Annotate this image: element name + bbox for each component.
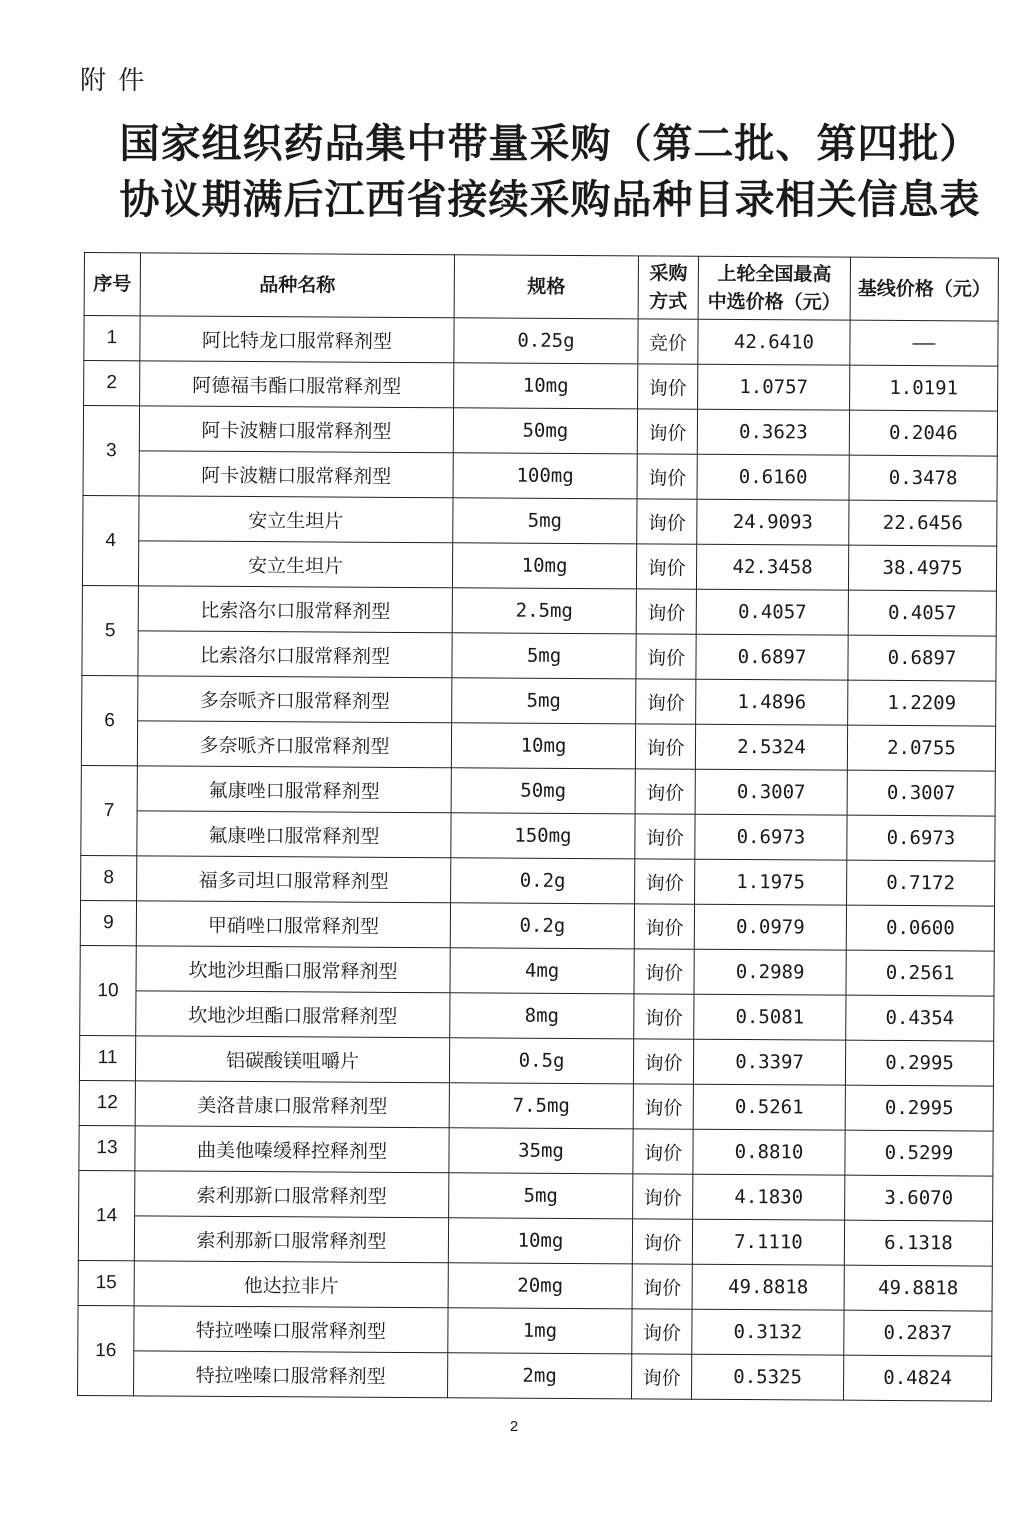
cell-seq: 11 [79,1035,135,1080]
cell-base-price: 0.6897 [848,635,996,681]
table-row [83,406,997,457]
cell-name: 多奈哌齐口服常释剂型 [138,676,452,723]
cell-method: 询价 [632,1354,692,1399]
cell-spec: 10mg [451,723,635,769]
table-row [78,1215,992,1266]
cell-method: 询价 [637,454,697,499]
header-method-line-1: 采购 [649,262,688,285]
cell-seq: 9 [80,900,136,945]
table-row [79,1080,993,1131]
cell-method: 询价 [633,1129,693,1174]
cell-name: 坎地沙坦酯口服常释剂型 [136,946,450,993]
page-number: 2 [509,1418,519,1435]
cell-seq: 6 [81,675,138,765]
cell-spec: 10mg [454,363,638,409]
cell-base-price: 6.1318 [844,1220,992,1266]
header-prev-price-line-1: 上轮全国最高 [717,262,832,286]
cell-spec: 0.25g [454,318,638,364]
cell-prev-price: 0.3007 [695,769,847,815]
cell-name: 铝碳酸镁咀嚼片 [135,1036,449,1083]
cell-seq: 12 [79,1080,135,1125]
cell-name: 福多司坦口服常释剂型 [137,856,451,903]
procurement-table [77,252,999,1402]
cell-prev-price: 7.1110 [692,1219,844,1265]
table-row [78,1305,992,1356]
cell-name: 阿德福韦酯口服常释剂型 [140,361,454,408]
cell-seq: 7 [81,765,138,855]
table-row [79,1125,993,1176]
cell-name: 甲硝唑口服常释剂型 [136,901,450,948]
cell-seq: 15 [78,1260,134,1305]
cell-method: 询价 [636,589,696,634]
attachment-label: 附 件 [80,66,147,96]
cell-method: 询价 [634,949,694,994]
cell-name: 氟康唑口服常释剂型 [137,811,451,858]
cell-method: 询价 [638,364,698,409]
cell-prev-price: 0.3623 [697,409,849,455]
cell-base-price: 0.4057 [848,590,996,636]
cell-spec: 10mg [448,1218,632,1264]
header-prev-price [698,256,850,320]
cell-base-price: 49.8818 [844,1265,992,1311]
table-row [78,1350,992,1401]
cell-method: 询价 [633,1084,693,1129]
table-row [82,585,996,636]
cell-base-price: 0.2561 [846,950,994,996]
cell-method: 询价 [636,634,696,679]
cell-name: 比索洛尔口服常释剂型 [138,631,452,678]
cell-prev-price: 0.5325 [692,1354,844,1400]
cell-spec: 35mg [449,1128,633,1174]
cell-method: 询价 [632,1264,692,1309]
table-row [78,1260,992,1311]
cell-spec: 0.2g [450,903,634,949]
cell-spec: 5mg [452,633,636,679]
table-row [80,900,994,951]
cell-name: 安立生坦片 [139,496,453,543]
cell-spec: 5mg [452,678,636,724]
cell-base-price: 0.3478 [849,455,997,501]
cell-prev-price: 0.5261 [693,1084,845,1130]
cell-spec: 0.5g [449,1038,633,1084]
cell-name: 特拉唑嗪口服常释剂型 [134,1306,448,1353]
cell-method: 询价 [633,1039,693,1084]
table-row [81,855,995,906]
cell-name: 阿比特龙口服常释剂型 [140,316,454,363]
cell-base-price: 0.4354 [846,995,994,1041]
cell-name: 索利那新口服常释剂型 [134,1216,448,1263]
cell-spec: 7.5mg [449,1083,633,1129]
cell-name: 美洛昔康口服常释剂型 [135,1081,449,1128]
table-row [82,540,996,591]
cell-base-price: 0.0600 [846,905,994,951]
table-row [79,1170,993,1221]
cell-seq: 13 [79,1125,135,1170]
cell-method: 询价 [632,1309,692,1354]
cell-name: 安立生坦片 [138,541,452,588]
cell-spec: 150mg [451,813,635,859]
cell-name: 坎地沙坦酯口服常释剂型 [136,991,450,1038]
header-name: 品种名称 [140,253,454,318]
cell-name: 曲美他嗪缓释控释剂型 [135,1126,449,1173]
cell-prev-price: 0.0979 [694,904,846,950]
cell-base-price: 22.6456 [849,500,997,546]
cell-spec: 2.5mg [452,588,636,634]
cell-prev-price: 0.4057 [696,589,848,635]
table-row [84,316,998,367]
cell-base-price: 38.4975 [848,545,996,591]
cell-name: 索利那新口服常释剂型 [135,1171,449,1218]
table-row [81,720,995,771]
cell-method: 询价 [635,859,695,904]
table-body [78,316,999,1402]
cell-method: 竞价 [638,319,698,364]
cell-base-price: 0.2046 [849,410,997,456]
cell-prev-price: 1.1975 [695,859,847,905]
table-row [81,810,995,861]
table-row [83,450,997,501]
cell-name: 多奈哌齐口服常释剂型 [137,721,451,768]
cell-prev-price: 4.1830 [693,1174,845,1220]
cell-prev-price: 0.6897 [696,634,848,680]
table-row [79,1035,993,1086]
cell-prev-price: 0.3132 [692,1309,844,1355]
cell-base-price: —— [850,320,998,366]
cell-prev-price: 2.5324 [695,724,847,770]
cell-base-price: 0.2837 [844,1310,992,1356]
cell-spec: 5mg [449,1173,633,1219]
cell-method: 询价 [637,499,697,544]
cell-base-price: 0.6973 [847,815,995,861]
cell-base-price: 0.3007 [847,770,995,816]
cell-seq: 10 [80,945,137,1035]
cell-method: 询价 [634,994,694,1039]
cell-spec: 10mg [452,543,636,589]
table-row [84,361,998,412]
cell-method: 询价 [637,409,697,454]
cell-spec: 0.2g [451,858,635,904]
cell-spec: 2mg [448,1353,632,1399]
header-seq: 序号 [84,253,140,316]
table-row [82,630,996,681]
cell-name: 比索洛尔口服常释剂型 [138,586,452,633]
cell-method: 询价 [634,904,694,949]
cell-base-price: 0.2995 [845,1085,993,1131]
cell-prev-price: 1.0757 [698,364,850,410]
cell-method: 询价 [635,724,695,769]
cell-prev-price: 1.4896 [696,679,848,725]
cell-seq: 5 [82,585,139,675]
cell-spec: 5mg [453,498,637,544]
cell-prev-price: 0.6160 [697,454,849,500]
header-spec: 规格 [454,255,638,319]
cell-spec: 4mg [450,948,634,994]
cell-method: 询价 [632,1219,692,1264]
header-prev-price-line-2: 中选价格（元） [707,290,841,314]
cell-base-price: 1.2209 [848,680,996,726]
cell-spec: 100mg [453,453,637,499]
cell-method: 询价 [636,544,696,589]
cell-prev-price: 0.8810 [693,1129,845,1175]
cell-name: 氟康唑口服常释剂型 [137,766,451,813]
table-row [83,495,997,546]
document-title-line-1: 国家组织药品集中带量采购（第二批、第四批） [119,120,981,167]
cell-seq: 1 [84,316,140,361]
header-base-price: 基线价格（元） [850,257,998,321]
header-method [638,256,698,319]
table-row [80,990,994,1041]
document-title-line-2: 协议期满后江西省接续采购品种目录相关信息表 [119,176,981,223]
cell-spec: 8mg [450,993,634,1039]
cell-seq: 16 [78,1305,135,1395]
cell-prev-price: 0.2989 [694,949,846,995]
cell-spec: 1mg [448,1308,632,1354]
cell-prev-price: 0.3397 [693,1039,845,1085]
table-row [80,945,994,996]
table-row [82,675,996,726]
cell-method: 询价 [635,814,695,859]
cell-prev-price: 49.8818 [692,1264,844,1310]
cell-seq: 3 [83,406,140,496]
cell-base-price: 0.5299 [845,1130,993,1176]
cell-prev-price: 0.5081 [694,994,846,1040]
cell-seq: 14 [78,1170,135,1260]
cell-name: 他达拉非片 [134,1261,448,1308]
cell-spec: 50mg [453,408,637,454]
cell-base-price: 1.0191 [850,365,998,411]
cell-name: 阿卡波糖口服常释剂型 [139,451,453,498]
cell-method: 询价 [633,1174,693,1219]
cell-spec: 20mg [448,1263,632,1309]
cell-name: 特拉唑嗪口服常释剂型 [134,1351,448,1398]
header-method-line-2: 方式 [649,290,688,313]
cell-base-price: 0.7172 [847,860,995,906]
table-header-row [84,253,998,322]
cell-seq: 8 [81,855,137,900]
cell-spec: 50mg [451,768,635,814]
cell-base-price: 2.0755 [847,725,995,771]
cell-name: 阿卡波糖口服常释剂型 [139,406,453,453]
cell-seq: 4 [82,495,139,585]
cell-prev-price: 24.9093 [697,499,849,545]
cell-seq: 2 [84,361,140,406]
cell-method: 询价 [635,769,695,814]
cell-base-price: 0.2995 [845,1040,993,1086]
table-row [81,765,995,816]
cell-base-price: 0.4824 [844,1355,992,1401]
cell-prev-price: 42.6410 [698,319,850,365]
cell-prev-price: 42.3458 [696,544,848,590]
cell-base-price: 3.6070 [845,1175,993,1221]
cell-prev-price: 0.6973 [695,814,847,860]
cell-method: 询价 [636,679,696,724]
